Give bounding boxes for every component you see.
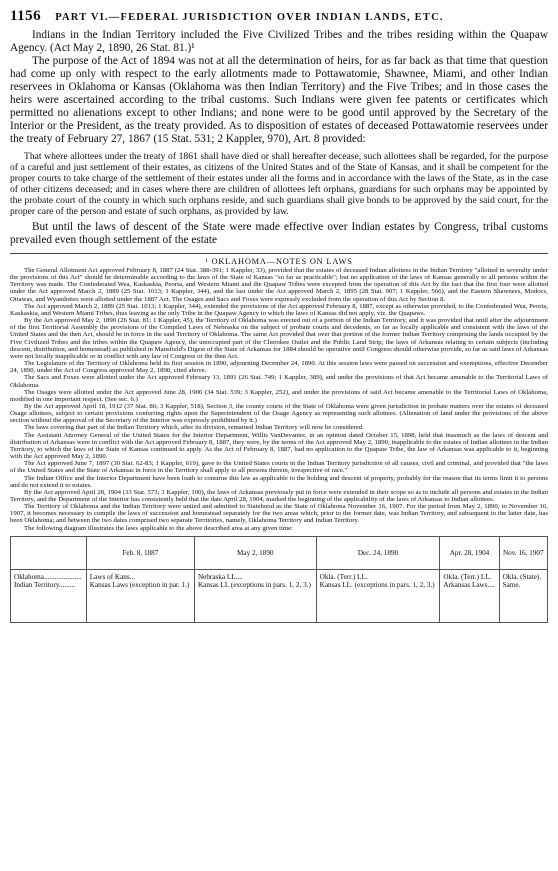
footnote-paragraph: The Sacs and Foxes were allotted under the Act approved February 13, 1891 (26 Stat. 749; 1 Kappler, 389), and under the provisions of that Act became amenable to the Territorial Laws of Oklahoma.	[10, 374, 548, 389]
page-number: 1156	[10, 8, 42, 24]
table-cell: Okla. (Terr.) LL. Kansas LL. (exceptions in pars. 1, 2, 3.)	[316, 569, 440, 622]
table-row	[11, 569, 548, 622]
footnote-paragraph: By the Act approved May 2, 1890 (26 Stat. 81; 1 Kappler, 45), the Territory of Oklahoma was erected out of a portion of the Indian Territory, and it was provided that until after the adjournment of the first Territorial Assembly the provisions of the Compiled Laws of Nebraska on the subject of probate courts and decedents, so far as locally applicable and consistent with the laws of the United States and the then Act, should be in force in the said Territory of Oklahoma. The same Act provided that over that portion of the former Indian Territory comprising the lands occupied by the Five Civilized Tribes and the tribes within the Quapaw Agency, the unoccupied part of the Cherokee Outlet and the Public Land Strip, the laws of Arkansas relating to certain subjects (including descent, distribution, and homestead) as published in Mansfield's Digest of the State of Arkansas for 1884 should be operative until Congress should otherwise provide, so far as said laws of Arkansas were not locally inapplicable or in conflict with any law of Congress or the then Act.	[10, 317, 548, 360]
footnote-paragraph: The Indian Office and the Interior Department have been loath to construe this law as applicable to the holding and descent of property, probably for the reason that its terms limit it to persons and do not extend it to estates.	[10, 474, 548, 489]
footnote-paragraph: The laws covering that part of the Indian Territory which, after its division, remained Indian Territory will now be considered.	[24, 424, 364, 432]
table-header-cell: Feb. 8, 1887	[86, 536, 194, 569]
treaty-quote: That where allottees under the treaty of 1861 shall have died or shall hereafter decease, such allottees shall be regarded, for the purpose of a careful and just settlement of their estates, as citizens of the United States and of the State of Kansas, and it shall be competent for the proper courts to take charge of the settlement of their estates under all the forms and in accordance with the laws of the State, as in the case of other citizens deceased; and in cases where there are children of allottees left orphans, guardians for such orphans may be appointed by the probate court of the county in which such orphans reside, and such guardians shall give bonds to be approved by the said court, for the proper care of the person and estate of such orphans, as provided by law.	[10, 151, 548, 217]
footnote-paragraph: The Territory of Oklahoma and the Indian Territory were united and admitted to Statehood as the State of Oklahoma November 16, 1907. For the period from May 2, 1890, to November 16, 1907, it becomes necessary to compile the laws of succession and homestead separately for the two areas which, prior to the former date, was Indian Territory, and subsequent to the latter date, has been Oklahoma; and between the two dates comprised two separate Territories, namely, Oklahoma Territory and Indian Territory.	[10, 503, 548, 525]
body-paragraph: Indians in the Indian Territory included the Five Civilized Tribes and the tribes residing within the Quapaw Agency. (Act May 2, 1890, 26 Stat. 81.)¹	[10, 29, 548, 54]
footnote-paragraph: The Osages were allotted under the Act approved June 28, 1906 (34 Stat. 539; 3 Kappler, 252), and under the provisions of said Act became amenable to the Territorial Laws of Oklahoma, modified in one important respect. (See sec. 6.)	[10, 388, 548, 403]
table-cell: Laws of Kans... Kansas Laws (exception in par. 1.)	[86, 569, 194, 622]
footnote-paragraph: By the Act approved April 18, 1912 (37 Stat. 86; 3 Kappler, 518), Section 3, the county courts of the State of Oklahoma were given jurisdiction in probate matters over the estates of deceased Osage allottees, subject to certain provisions conferring rights upon the Superintendent of the Osage Agency as representing such allottees. (Alienation of land under the provisions of the above section without the approval of the Secretary of the Interior was expressly prohibited by it.)	[10, 402, 548, 425]
table-cell: Oklahoma..................... Indian Territory.........	[11, 569, 87, 622]
body-text	[10, 29, 548, 247]
footnote-paragraph: The Assistant Attorney General of the United States for the Interior Department, Willis VanDevanter, in an opinion dated October 15, 1898, held that inasmuch as the laws of descent and distribution of Arkansas were in conflict with the Act approved February 8, 1887, they were, by the terms of the Act approved May 2, 1890, inapplicable to the estates of Indian allottees in the Indian Territory, to which the laws of the State of Kansas continued to apply. As the Act of February 8, 1887, had no application to the Quapaw Tribe, the law of Arkansas was applicable to it, beginning with the Act approved May 2, 1890.	[10, 431, 548, 461]
table-header-cell: May 2, 1890	[194, 536, 316, 569]
table-header-cell: Dec. 24, 1890	[316, 536, 440, 569]
table-header-cell: Nov. 16, 1907	[499, 536, 547, 569]
body-paragraph: The purpose of the Act of 1894 was not at all the determination of heirs, for as far back as that time that question had come up only with respect to the early allotments made to Pottawatomie, Shawnee, Miami, and other Indian reservees in Oklahoma or Kansas (Oklahoma was then Indian Territory) and the Five Tribes; and in those cases the heirs were ascertained according to the tribal customs. Such Indians were given fee patents or certificates which permitted no alienations except to other Indians; and none were to be good until approved by the Secretary of the Interior or the President, as the treaty provided. As to disposition of estates of deceased Pottawatomie reservees under the treaty of February 27, 1867 (15 Stat. 531; 2 Kappler, 970), Art. 8 provided:	[10, 55, 548, 145]
footnote-paragraph: The Legislature of the Territory of Oklahoma held its first session in 1890, adjourning December 24, 1890. At this session laws were passed on succession and exemptions, effective December 24, 1890, under the Act of Congress approved May 2, 1890, cited above.	[10, 360, 548, 375]
footnote-paragraph: The following diagram illustrates the laws applicable to the above described area at any given time:	[24, 524, 293, 532]
footnote-paragraph: The General Allotment Act approved February 8, 1887 (24 Stat. 388-391; 1 Kappler, 33), provided that the estates of deceased Indian allottees in the Indian Territory "allotted in severalty under the provisions of this Act" should be determinable according to the laws of the State of Kansas "so far as practicable"; but no application of the laws of Kansas generally to all persons within the Territory was made. The Confederated Wea, Kaskaskia, Peoria, and Western Miami and the Quapaw Tribes were excepted from the operation of this Act by the fact that the first four were allotted under the Act approved March 2, 1889 (25 Stat. 1013; 1 Kappler, 344), and the last under the Act approved March 2, 1895 (28 Stat. 907; 1 Kappler, 566), and the Eastern Shawnees, Modocs, Ottawas, and Wyandottes were allotted under the 1887 Act. The Osages and Sacs and Foxes were expressly excluded from the operation of this Act by Section 8.	[10, 267, 548, 303]
body-paragraph: But until the laws of descent of the State were made effective over Indian estates by Congress, tribal customs prevailed even though settlement of the estate	[10, 221, 548, 246]
footnote-notes	[10, 267, 548, 532]
table-cell: Okla. (State). Same.	[499, 569, 547, 622]
laws-diagram-table	[10, 536, 548, 623]
table-cell: Nebraska LL.... Kansas LL (exceptions in pars. 1, 2, 3.)	[194, 569, 316, 622]
table-cell: Okla. (Terr.) LL. Arkansas Laws....	[440, 569, 499, 622]
footnote-paragraph: The Act approved March 2, 1889 (25 Stat. 1013; 1 Kappler, 344), extended the provisions of the Act approved February 8, 1887, except as otherwise provided, to the Confederated Wea, Peoria, Kaskaskia, and Western Miami Tribes, thus leaving as the only Tribe in the Quapaw Agency to which the laws of Kansas did not apply, viz. the Quapaws.	[10, 302, 548, 317]
table-header-cell	[11, 536, 87, 569]
table-header-row	[11, 536, 548, 569]
page-header	[10, 8, 548, 25]
footnote-paragraph: By the Act approved April 28, 1904 (33 Stat. 573; 3 Kappler, 100), the laws of Arkansas previously put in force were extended in their scope so as to include all persons and estates in the Indian Territory, and the Department of the Interior has consistently held that the date April 28, 1904, marked the beginning of the applicability of the laws of Arkansas to Indian allottees.	[10, 488, 548, 503]
table-header-cell: Apr. 28, 1904	[440, 536, 499, 569]
footnote-paragraph: The Act approved June 7, 1897 (30 Stat. 62-83; 1 Kappler, 619), gave to the United States courts in the Indian Territory jurisdiction of all causes, civil and criminal, and provided that "the laws of the United States and the State of Arkansas in force in the Territory shall apply to all persons therein, irrespective of race."	[10, 460, 548, 475]
footnote-rule	[10, 253, 548, 254]
running-head: PART VI.—FEDERAL JURISDICTION OVER INDIAN LANDS, ETC.	[55, 12, 444, 23]
footnote-title: ¹ OKLAHOMA—NOTES ON LAWS	[205, 257, 353, 266]
